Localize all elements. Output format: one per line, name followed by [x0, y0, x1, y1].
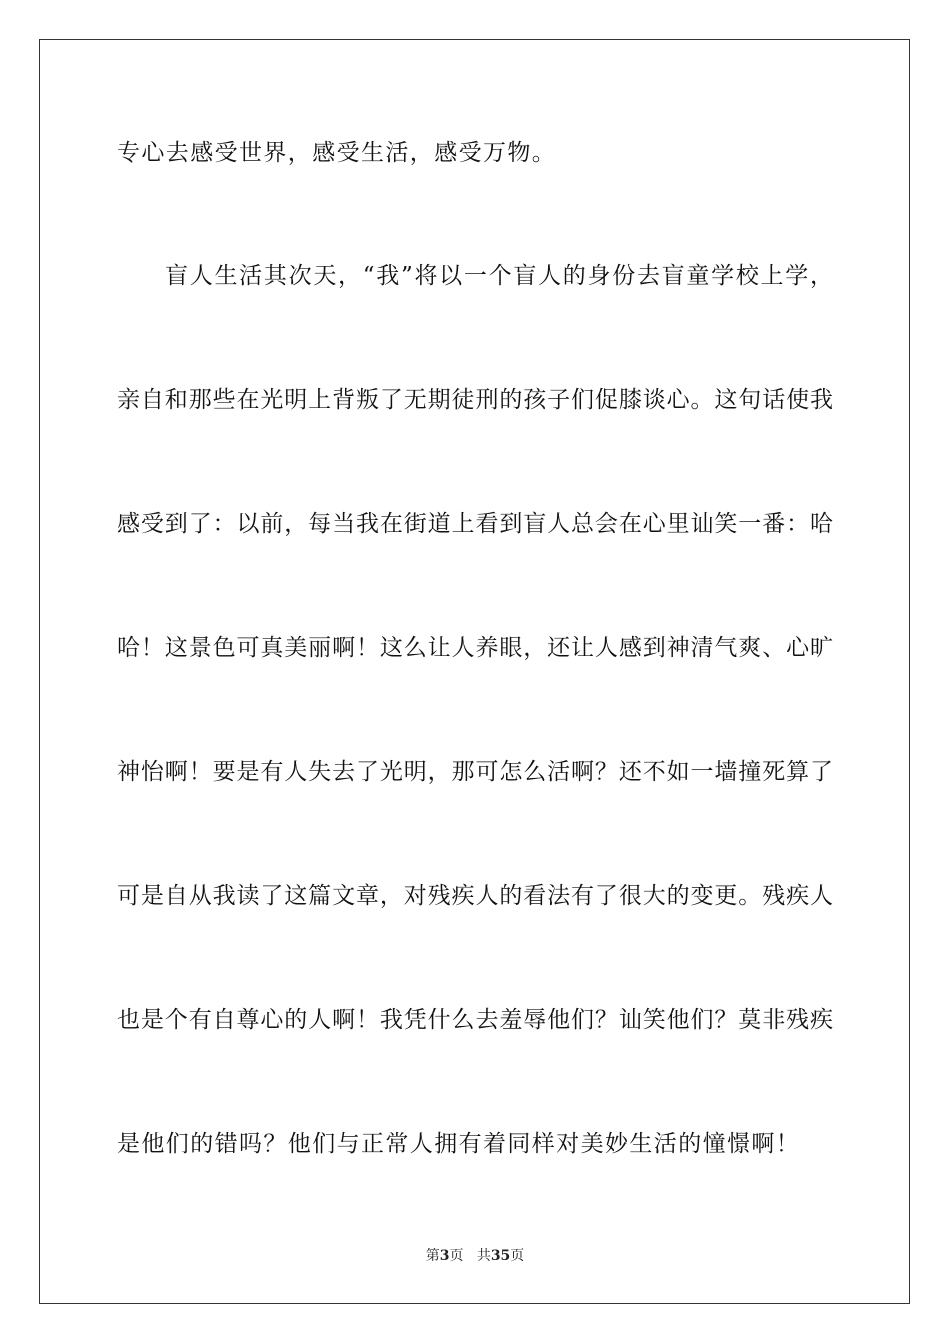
text-line-9: 是他们的错吗？他们与正常人拥有着同样对美妙生活的憧憬啊！ — [117, 1131, 801, 1157]
page-border — [39, 39, 910, 1304]
text-line-3: 亲自和那些在光明上背叛了无期徒刑的孩子们促膝谈心。这句话使我 — [117, 387, 833, 413]
text-line-7: 可是自从我读了这篇文章，对残疾人的看法有了很大的变更。残疾人 — [117, 883, 833, 909]
footer-page-number: 3 — [439, 1248, 450, 1264]
text-line-4: 感受到了：以前，每当我在街道上看到盲人总会在心里讪笑一番：哈 — [117, 511, 833, 537]
text-line-2: 盲人生活其次天，“我”将以一个盲人的身份去盲童学校上学， — [165, 263, 833, 289]
footer-total-prefix: 共 — [476, 1248, 491, 1264]
footer-page-suffix: 页 — [449, 1248, 464, 1264]
text-line-6: 神怡啊！要是有人失去了光明，那可怎么活啊？还不如一墙撞死算了 — [117, 759, 833, 785]
footer-total-pages: 35 — [490, 1248, 511, 1264]
footer-total-suffix: 页 — [510, 1248, 525, 1264]
text-line-1: 专心去感受世界，感受生活，感受万物。 — [117, 140, 557, 166]
footer-page-prefix: 第 — [425, 1248, 440, 1264]
text-line-8: 也是个有自尊心的人啊！我凭什么去羞辱他们？讪笑他们？莫非残疾 — [117, 1007, 833, 1033]
page-footer — [0, 1247, 950, 1265]
text-line-5: 哈！这景色可真美丽啊！这么让人养眼，还让人感到神清气爽、心旷 — [117, 635, 833, 661]
